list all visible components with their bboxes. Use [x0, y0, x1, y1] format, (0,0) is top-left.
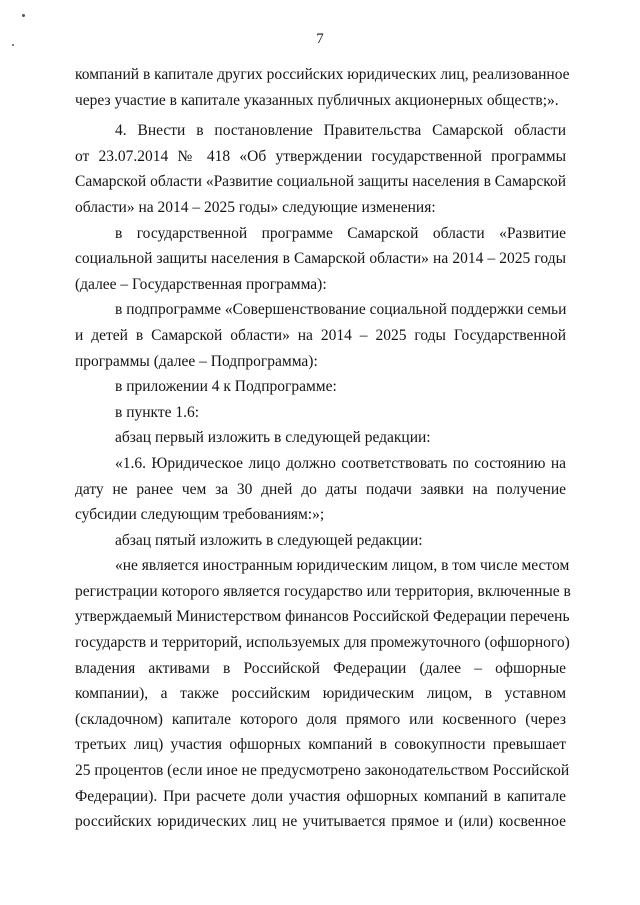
text-line: от 23.07.2014 № 418 «Об утверждении государственной программы — [75, 147, 566, 165]
page-number: 7 — [316, 31, 324, 47]
text-line: владения активами в Российской Федерации (далее – офшорные — [75, 659, 566, 677]
text-line: компаний в капитале других российских юридических лиц, реализованное — [75, 66, 570, 83]
text-line: 25 процентов (если иное не предусмотрено законодательством Российской — [75, 762, 570, 780]
text-line: области» на 2014 – 2025 годы» следующие изменения: — [75, 198, 436, 216]
text-line: компании), а также российским юридическим лицом, в уставном — [75, 685, 566, 703]
scan-speck — [22, 14, 25, 17]
text-line: в подпрограмме «Совершенствование социальной поддержки семьи — [115, 301, 567, 319]
text-line: социальной защиты населения в Самарской области» на 2014 – 2025 годы — [75, 250, 566, 268]
text-line: абзац первый изложить в следующей редакции: — [115, 429, 431, 447]
text-line: (далее – Государственная программа): — [75, 275, 327, 293]
text-line: и детей в Самарской области» на 2014 – 2025 годы Государственной — [75, 326, 566, 344]
text-line: Федерации). При расчете доли участия офшорных компаний в капитале — [75, 787, 566, 805]
scan-speck — [12, 44, 14, 46]
text-line: регистрации которого является государство или территория, включенные в — [75, 582, 571, 600]
text-line: российских юридических лиц не учитывается прямое и (или) косвенное — [75, 813, 566, 831]
text-line: дату не ранее чем за 30 дней до даты подачи заявки на получение — [75, 480, 566, 498]
text-line: в пункте 1.6: — [115, 403, 200, 421]
text-line: программы (далее – Подпрограмма): — [75, 352, 318, 370]
text-line: в государственной программе Самарской области «Развитие — [115, 224, 566, 242]
text-line: субсидии следующим требованиям:»; — [75, 506, 325, 524]
text-line: в приложении 4 к Подпрограмме: — [115, 378, 337, 396]
text-line: 4. Внести в постановление Правительства Самарской области — [115, 122, 566, 140]
text-line: государств и территорий, используемых для промежуточного (офшорного) — [75, 634, 570, 652]
text-line: (складочном) капитале которого доля прямого или косвенного (через — [75, 710, 566, 728]
text-line: Самарской области «Развитие социальной защиты населения в Самарской — [75, 173, 566, 191]
text-line: абзац пятый изложить в следующей редакции: — [115, 531, 423, 549]
text-line: третьих лиц) участия офшорных компаний в совокупности превышает — [75, 736, 566, 754]
text-line: через участие в капитале указанных публичных акционерных обществ;». — [75, 91, 559, 109]
text-line: утверждаемый Министерством финансов Российской Федерации перечень — [75, 608, 570, 626]
text-line: «1.6. Юридическое лицо должно соответствовать по состоянию на — [115, 454, 566, 472]
text-line: «не является иностранным юридическим лицом, в том числе местом — [115, 557, 570, 575]
document-body — [75, 62, 571, 835]
